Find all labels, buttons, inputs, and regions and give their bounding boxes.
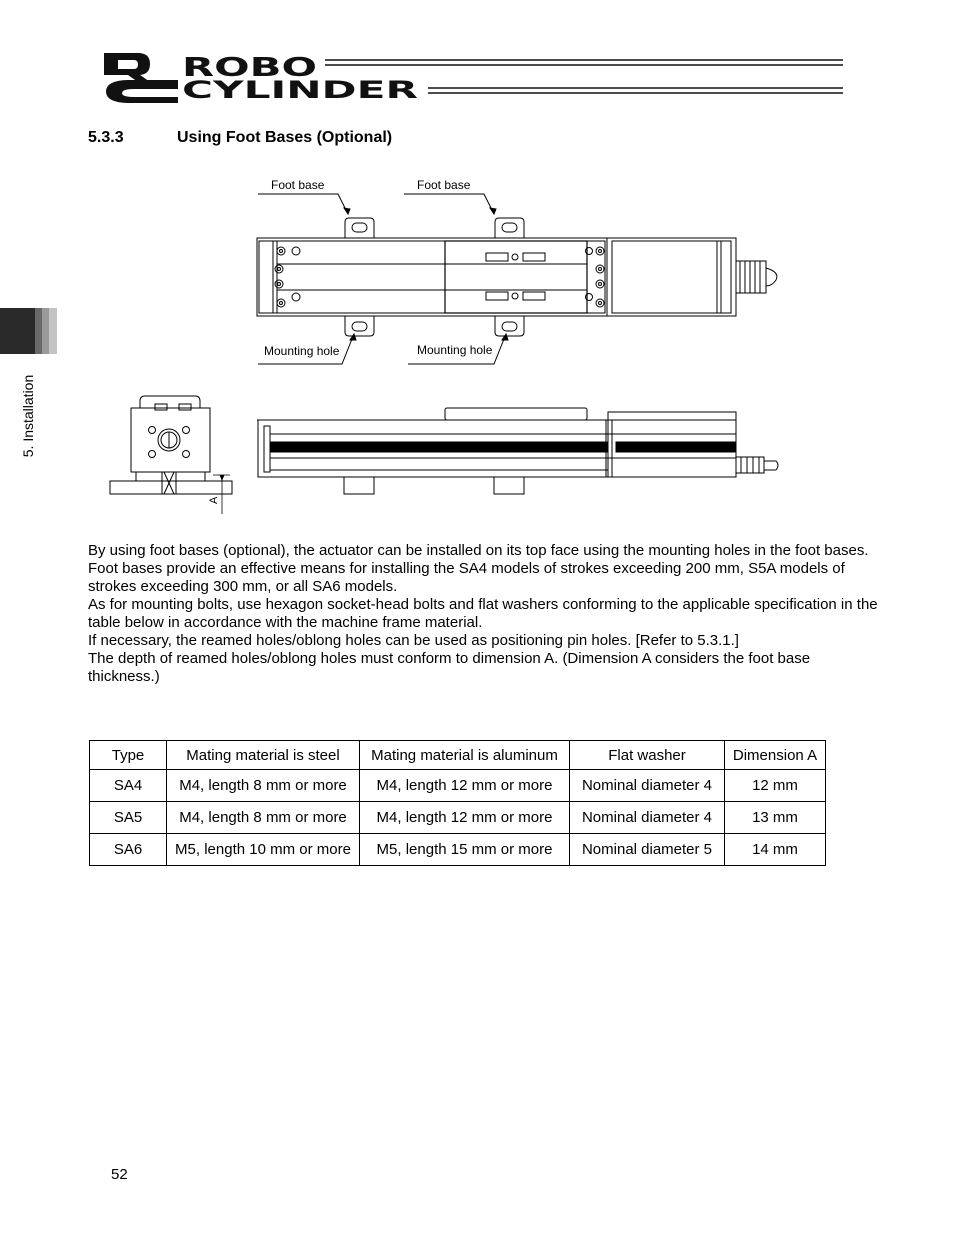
header-flat-washer: Flat washer (570, 741, 725, 770)
section-heading (88, 129, 392, 147)
cell-aluminum: M4, length 12 mm or more (360, 770, 570, 802)
chapter-label (16, 367, 40, 465)
foot-base-top-left (345, 218, 374, 238)
mounting-hole-label-right: Mounting hole (417, 343, 493, 357)
section-title: Using Foot Bases (Optional) (177, 129, 393, 146)
table-header-row (90, 741, 826, 770)
logo-line2: CYLINDER (182, 76, 418, 104)
foot-base-label-right: Foot base (417, 178, 471, 192)
cell-dimension-a: 12 mm (725, 770, 826, 802)
foot-base-drawing (100, 168, 790, 523)
robo-cylinder-logo (100, 50, 845, 105)
cell-dimension-a: 14 mm (725, 834, 826, 866)
foot-base-label-left: Foot base (271, 178, 325, 192)
foot-base-top-right (495, 218, 524, 238)
chapter-tab-marker (0, 308, 57, 354)
paragraph: Foot bases provide an effective means for installing the SA4 models of strokes exceeding 200 mm, S5A models of strokes exceeding 300 mm, or all SA6 models. (88, 560, 845, 595)
cell-type: SA4 (90, 770, 167, 802)
foot-base-bottom-left (345, 316, 374, 336)
cell-aluminum: M4, length 12 mm or more (360, 802, 570, 834)
cell-steel: M4, length 8 mm or more (167, 802, 360, 834)
side-view (257, 408, 778, 494)
header-type: Type (90, 741, 167, 770)
cell-dimension-a: 13 mm (725, 802, 826, 834)
chapter-label-text: 5. Installation (20, 374, 36, 458)
logo-line1: ROBO (182, 53, 317, 83)
cell-flat-washer: Nominal diameter 4 (570, 802, 725, 834)
cell-flat-washer: Nominal diameter 4 (570, 770, 725, 802)
end-view (110, 396, 232, 514)
leader-lines (258, 194, 508, 364)
paragraph: As for mounting bolts, use hexagon socket-head bolts and flat washers conforming to the applicable specification in the table below in accordance with the machine frame material. (88, 596, 878, 631)
cell-type: SA5 (90, 802, 167, 834)
dimension-a-label: A (208, 496, 220, 504)
paragraph: The depth of reamed holes/oblong holes must conform to dimension A. (Dimension A considers the foot base thickness.) (88, 650, 811, 685)
cell-aluminum: M5, length 15 mm or more (360, 834, 570, 866)
page-number: 52 (111, 1166, 128, 1183)
section-number: 5.3.3 (88, 129, 124, 146)
header-aluminum: Mating material is aluminum (360, 741, 570, 770)
top-view (257, 218, 777, 336)
cell-steel: M5, length 10 mm or more (167, 834, 360, 866)
mounting-hole-label-left: Mounting hole (264, 344, 340, 358)
bolt-spec-table (89, 740, 826, 866)
header-dimension-a: Dimension A (725, 741, 826, 770)
table-row (90, 770, 826, 802)
cell-flat-washer: Nominal diameter 5 (570, 834, 725, 866)
foot-base-bottom-right (495, 316, 524, 336)
rc-mark (104, 53, 178, 103)
cell-type: SA6 (90, 834, 167, 866)
table-row (90, 834, 826, 866)
header-steel: Mating material is steel (167, 741, 360, 770)
paragraph: By using foot bases (optional), the actuator can be installed on its top face using the mounting holes in the foot bases. (88, 542, 869, 559)
cell-steel: M4, length 8 mm or more (167, 770, 360, 802)
body-text (88, 542, 878, 686)
table-row (90, 802, 826, 834)
paragraph: If necessary, the reamed holes/oblong holes can be used as positioning pin holes. [Refer to 5.3.1.] (88, 632, 739, 649)
